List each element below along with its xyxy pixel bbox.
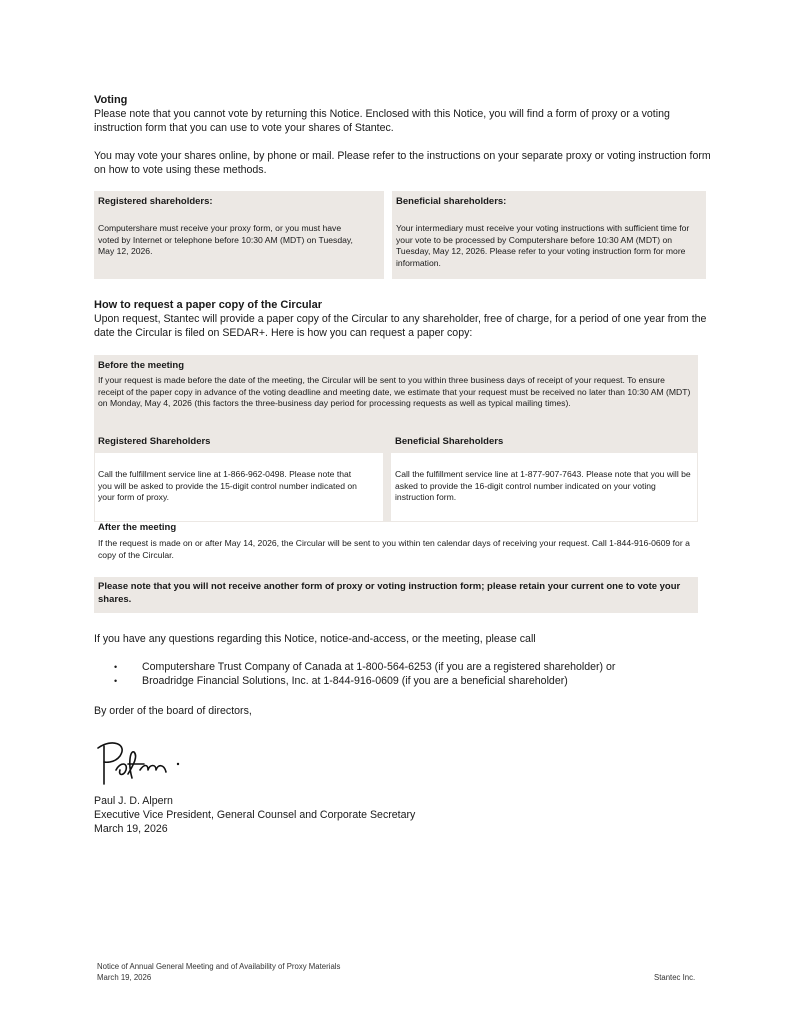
bullet-icon: • [114,662,118,672]
footer-date: March 19, 2026 [97,973,152,982]
voting-beneficial-box [392,191,706,279]
contact-list [114,660,714,688]
bullet-icon: • [114,676,118,686]
contact-computershare: Computershare Trust Company of Canada at 1-800-564-6253 (if you are a registered shareholder) or [142,661,616,673]
voting-beneficial-title: Beneficial shareholders: [396,196,507,207]
paper-registered-text: Call the fulfillment service line at 1-866-962-0498. Please note that you will be asked to provide the 15-digit control number indicated on your form of proxy. [98,469,357,502]
voting-beneficial-text: Your intermediary must receive your voting instructions with sufficient time for your vote to be processed by Computershare before 10:30 AM (MDT) on Tuesday, May 12, 2026. Please refer to your voting instruction form for more information. [396,223,690,268]
list-item [114,674,714,688]
footer-company: Stantec Inc. [654,973,696,982]
before-meeting-title: Before the meeting [98,360,185,371]
signature-date: March 19, 2026 [94,823,168,835]
voting-registered-title: Registered shareholders: [98,196,213,207]
signature-image [94,734,194,794]
retain-note: Please note that you will not receive another form of proxy or voting instruction form; please retain your current one to vote your shares. [98,581,681,605]
paper-copy-intro: Upon request, Stantec will provide a paper copy of the Circular to any shareholder, free of charge, for a period of one year from the date the Circular is filed on SEDAR+. Here is how you can request a paper copy: [94,313,707,339]
signatory-name: Paul J. D. Alpern [94,795,173,807]
contact-broadridge: Broadridge Financial Solutions, Inc. at 1-844-916-0609 (if you are a beneficial shareholder) [142,675,568,687]
paper-beneficial-text: Call the fulfillment service line at 1-877-907-7643. Please note that you will be asked to provide the 16-digit control number indicated on your voting instruction form. [395,469,691,502]
after-meeting-text: If the request is made on or after May 14, 2026, the Circular will be sent to you within ten calendar days of receiving your request. Call 1-844-916-0609 for a copy of the Circular. [98,538,690,560]
questions-intro: If you have any questions regarding this Notice, notice-and-access, or the meeting, please call [94,633,536,645]
voting-paragraph-1: Please note that you cannot vote by returning this Notice. Enclosed with this Notice, you will find a form of proxy or a voting instruction form that you can use to vote your shares of Stantec. [94,108,670,134]
closing-order: By order of the board of directors, [94,705,252,717]
voting-heading: Voting [94,94,128,106]
voting-paragraph-2: You may vote your shares online, by phone or mail. Please refer to the instructions on your separate proxy or voting instruction form on how to vote using these methods. [94,150,711,176]
paper-copy-heading: How to request a paper copy of the Circular [94,299,322,311]
list-item [114,660,714,674]
before-meeting-text: If your request is made before the date of the meeting, the Circular will be sent to you within three business days of receipt of your request. To ensure receipt of the paper copy in advance of the voting deadline and meeting date, we estimate that your request must be received no later than 10:30 AM (MDT) on Monday, May 4, 2026 (this factors the three-business day period for processing requests as well as typical mailing times). [98,375,691,408]
voting-registered-text: Computershare must receive your proxy form, or you must have voted by Internet or telephone before 10:30 AM (MDT) on Tuesday, May 12, 2026. [98,223,353,256]
signatory-title: Executive Vice President, General Counsel and Corporate Secretary [94,809,416,821]
paper-beneficial-title: Beneficial Shareholders [395,436,504,447]
retain-note-box [94,577,698,613]
after-meeting-title: After the meeting [98,522,177,533]
paper-registered-title: Registered Shareholders [98,436,211,447]
footer-doc-title: Notice of Annual General Meeting and of Availability of Proxy Materials [97,962,341,971]
signature-dot [177,763,179,765]
voting-registered-box [94,191,384,279]
